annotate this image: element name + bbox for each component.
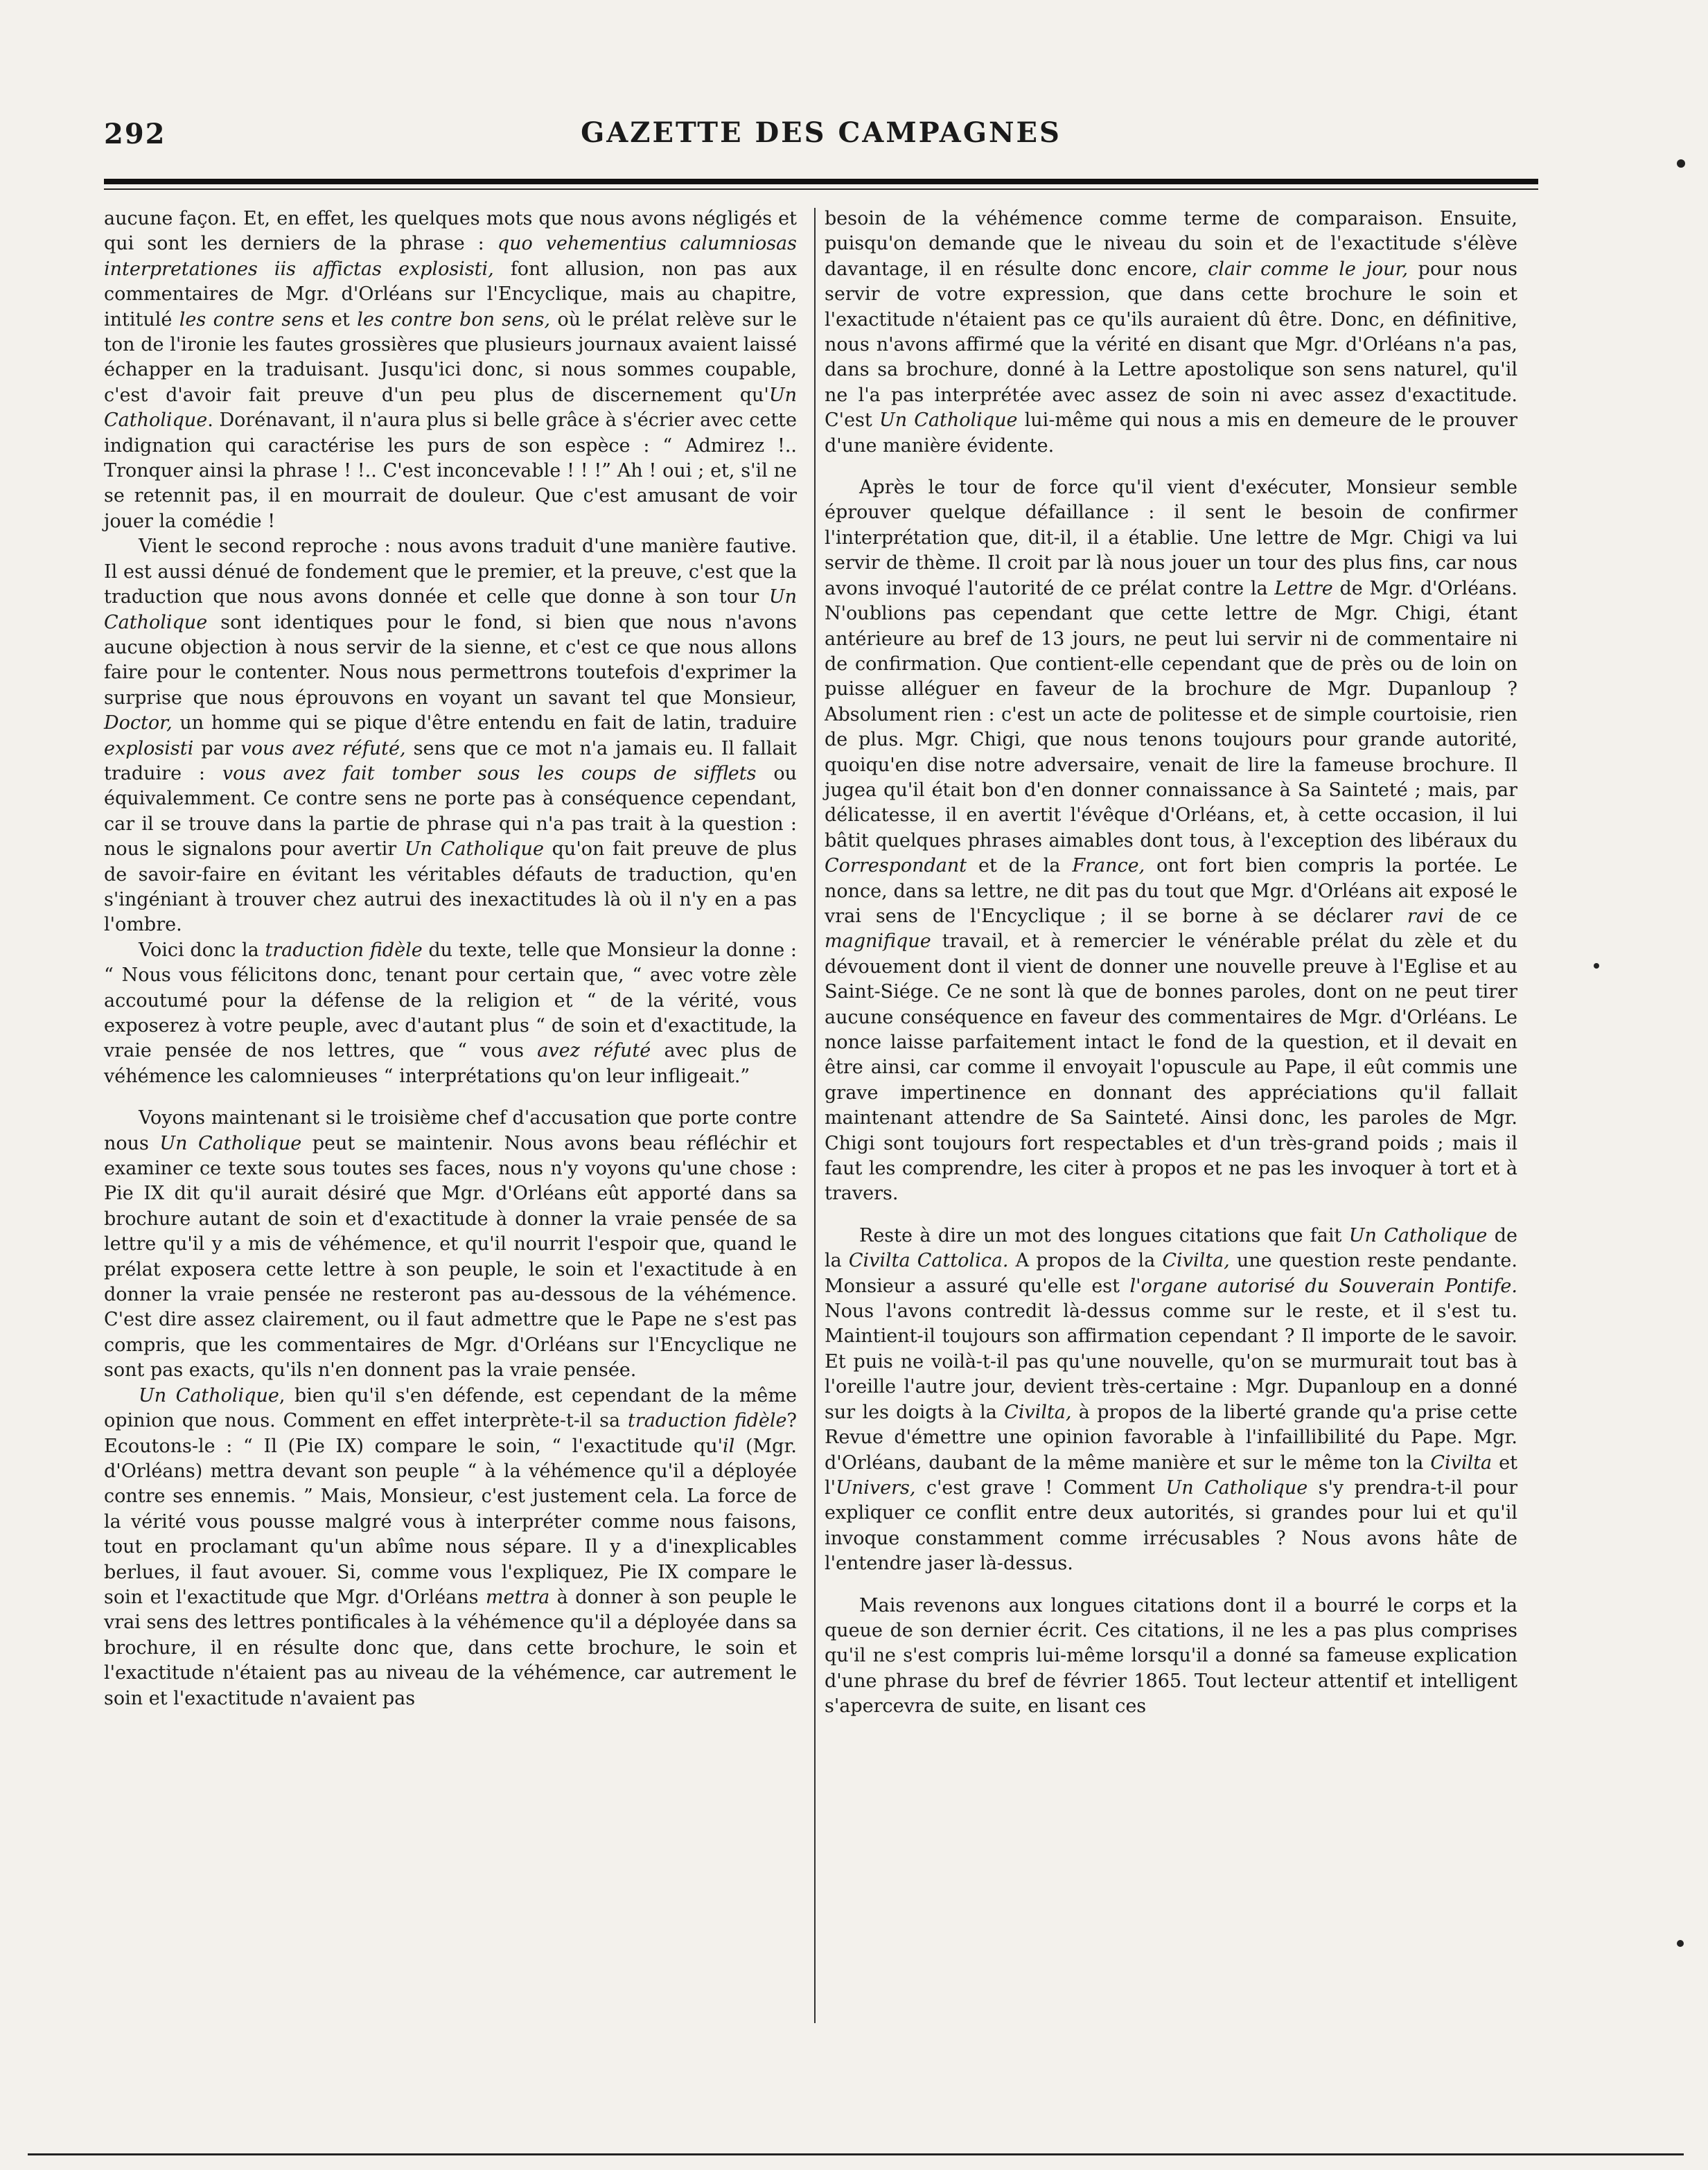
text-run: s'y prendra-t-il pour expliquer ce conflit entre deux autorités, si grandes pour lui et qu'il invoque constamment comme irrécusables ? Nous avons hâte de l'entendre jaser là-dessus. — [825, 1476, 1517, 1575]
italic-text: magnifique — [825, 930, 931, 953]
italic-text: Un Catholique — [1348, 1224, 1488, 1246]
text-run: avec plus de véhémence les calomnieuses “ interprétations qu'on leur infligeait.” — [104, 1040, 798, 1087]
text-run: A propos de la — [1008, 1250, 1163, 1272]
right-column — [825, 206, 1517, 1720]
italic-text: Un Catholique — [404, 838, 544, 861]
text-run: de Mgr. d'Orléans. N'oublions pas cependant que cette lettre de Mgr. Chigi, étant antérieure au bref de 13 jours, ne peut lui servir ni de commentaire ni de confirmation. Que contient-elle cependant que de près ou de loin on puisse alléguer en faveur de la brochure de Mgr. Dupanloup ? Absolument rien : c'est un acte de politesse et de simple courtoisie, rien de plus. Mgr. Chigi, que nous tenons toujours pour grande autorité, quoiqu'en dise notre adversaire, venait de lire la fameuse brochure. Il jugea qu'il était bon d'en donner connaissance à Sa Sainteté ; mais, par délicatesse, il en avertit l'évêque d'Orléans, et, à cette occasion, il lui bâtit quelques phrases aimables dont tous, à l'exception des libéraux du — [825, 577, 1517, 852]
italic-text: mettra — [485, 1586, 550, 1608]
text-run: , bien qu'il s'en défende, est cependant de la même opinion que nous. Comment en effet interprète-t-il sa — [104, 1384, 797, 1432]
text-run: ou équivalemment. Ce contre sens ne porte pas à conséquence cependant, car il se trouve dans la partie de phrase qui n'a pas trait à la question : nous le signalons pour avertir — [104, 762, 797, 861]
page-header — [104, 111, 1538, 166]
paragraph — [825, 206, 1517, 459]
ink-speck — [1677, 159, 1685, 168]
text-run: Après le tour de force qu'il vient d'exécuter, Monsieur semble éprouver quelque défaillance : il sent le besoin de confirmer l'interprétation que, dit-il, il a établie. Une lettre de Mgr. Chigi va lui servir de thème. Il croit par là nous jouer un tour des plus fins, car nous avons invoqué l'autorité de ce prélat contre la — [825, 477, 1517, 599]
italic-text: Univers, — [836, 1476, 916, 1499]
text-run: et l' — [825, 1452, 1517, 1499]
text-run: qu'on fait preuve de plus de savoir-faire en évitant les véritables défauts de traduction, qu'en s'ingéniant à trouver chez autrui des inexactitudes là où il n'y en a pas l'ombre. — [104, 838, 797, 936]
text-run: Nous l'avons contredit là-dessus comme sur le reste, et il s'est tu. Maintient-il toujours son affirmation cependant ? Il importe de le savoir. Et puis ne voilà-t-il pas qu'une nouvelle, qu'on se murmurait tout bas à l'oreille l'autre jour, devient très-certaine : Mgr. Dupanloup en a donné sur les doigts à la — [825, 1300, 1517, 1423]
text-run: travail, et à remercier le vénérable prélat du zèle et du dévouement dont il vient de donner une nouvelle preuve à l'Eglise et au Saint-Siége. Ce ne sont là que de bonnes paroles, dont on ne peut tirer aucune conséquence en faveur des commentaires de Mgr. d'Orléans. Le nonce laisse parfaitement intact le fond de la question, et il devait en être ainsi, car comme il envoyait l'opuscule au Pape, il eût commis une grave impertinence en donnant des appréciations qu'il fallait maintenant attendre de Sa Sainteté. Ainsi donc, les paroles de Mgr. Chigi sont toujours fort respectables et d'un très-grand poids ; mais il faut les comprendre, les citer à propos et ne pas les invoquer à tort et à travers. — [825, 930, 1517, 1205]
header-rule-thin — [104, 188, 1538, 190]
text-run: (Mgr. d'Orléans) mettra devant son peuple “ à la véhémence qu'il a déployée contre ses ennemis. ” Mais, Monsieur, c'est justement cela. La force de la vérité vous pousse malgré vous à interpréter comme nous faisons, tout en proclamant qu'un abîme nous sépare. Il y a d'inexplicables berlues, il faut avouer. Si, comme vous l'expliquez, Pie IX compare le soin et l'exactitude que Mgr. d'Orléans — [104, 1435, 797, 1608]
left-column — [104, 206, 797, 1711]
italic-text: traduction fidèle — [265, 939, 423, 961]
text-run: . Dorénavant, il n'aura plus si belle grâce à s'écrier avec cette indignation qui caractérise les purs de son espèce : “ Admirez !.. Tronquer ainsi la phrase ! !.. C'est inconcevable ! ! !” Ah ! oui ; et, s'il ne se retennit pas, il en mourrait de douleur. Que c'est amusant de voir jouer la comédie ! — [104, 409, 797, 532]
text-run: à propos de la liberté grande qu'a prise cette Revue d'émettre une opinion favorable à l'infaillibilité du Pape. Mgr. d'Orléans, daubant de la même manière et sur le même ton la — [825, 1401, 1518, 1474]
italic-text: vous avez réfuté, — [240, 737, 406, 759]
text-run: font allusion, non pas aux commentaires de Mgr. d'Orléans sur l'Encyclique, mais au chapitre, intitulé — [104, 258, 798, 330]
header-rule-thick — [104, 179, 1538, 184]
italic-text: Correspondant — [825, 855, 967, 877]
italic-text: explosisti — [104, 737, 194, 759]
paragraph — [104, 1106, 797, 1383]
ink-speck — [1594, 963, 1599, 969]
italic-text: Un Catholique — [104, 586, 797, 633]
text-run: sens que ce mot n'a jamais eu. Il fallait traduire : — [104, 737, 798, 784]
text-run: aucune façon. Et, en effet, les quelques mots que nous avons négligés et qui sont les derniers de la phrase : — [104, 208, 797, 255]
paragraph — [825, 475, 1517, 1207]
paragraph — [825, 1224, 1517, 1577]
text-run: Vient le second reproche : nous avons traduit d'une manière fautive. Il est aussi dénué de fondement que le premier, et la preuve, c'est que la traduction que nous avons donnée et celle que donne à son tour — [104, 536, 797, 608]
italic-text: Civilta — [1430, 1452, 1493, 1474]
italic-text: Un Catholique — [159, 1132, 302, 1154]
italic-text: Un Catholique — [139, 1384, 279, 1406]
text-run: de ce — [1443, 905, 1517, 927]
paragraph — [104, 938, 797, 1089]
italic-text: clair comme le jour, — [1208, 258, 1409, 280]
italic-text: il — [723, 1435, 735, 1457]
italic-text: traduction fidèle — [627, 1410, 787, 1432]
text-run: une question reste pendante. Monsieur a assuré qu'elle est — [825, 1250, 1517, 1297]
column-divider — [814, 208, 816, 2023]
italic-text: l'organe autorisé du Souverain Pontife. — [1129, 1275, 1517, 1297]
italic-text: quo vehementius calumniosas interpretationes iis affictas explosisti, — [104, 233, 798, 280]
paragraph — [825, 1594, 1517, 1720]
italic-text: vous avez fait tomber sous les coups de sifflets — [222, 762, 757, 784]
text-run: sont identiques pour le fond, si bien que nous n'avons aucune objection à nous servir de la sienne, et c'est ce que nous allons faire pour le contenter. Nous nous permettrons toutefois d'exprimer la surprise que nous éprouvons en voyant un savant tel que Monsieur, — [104, 611, 797, 709]
text-run: Voyons maintenant si le troisième chef d'accusation que porte contre nous — [104, 1107, 797, 1154]
text-run: Reste à dire un mot des longues citations que fait — [859, 1224, 1349, 1246]
paragraph — [104, 534, 797, 938]
text-run: ont fort bien compris la portée. Le nonce, dans sa lettre, ne dit pas du tout que Mgr. d'Orléans ait exposé le vrai sens de l'Encyclique ; il se borne à se déclarer — [825, 855, 1517, 927]
text-run: un homme qui se pique d'être entendu en fait de latin, traduire — [172, 712, 797, 734]
italic-text: Un Catholique — [1165, 1476, 1308, 1499]
italic-text: ravi — [1407, 905, 1444, 927]
italic-text: Civilta, — [1004, 1401, 1072, 1423]
italic-text: avez réfuté — [537, 1040, 651, 1062]
text-run: lui-même qui nous a mis en demeure de le prouver d'une manière évidente. — [825, 409, 1517, 457]
text-run: peut se maintenir. Nous avons beau réfléchir et examiner ce texte sous toutes ses faces, nous n'y voyons qu'une chose : Pie IX dit qu'il aurait désiré que Mgr. d'Orléans eût apporté dans sa brochure autant de soin et d'exactitude à donner la vraie pensée de sa lettre qu'il y a mis de véhémence, et qu'il nourrit l'espoir que, quand le prélat exposera cette lettre à son peuple, le soin et l'exactitude à en donner la vraie pensée ne resteront pas au-dessous de la véhémence. C'est dire assez clairement, ou il faut admettre que le Pape ne s'est pas compris, que les commentaires de Mgr. d'Orléans sur l'Encyclique ne sont pas exacts, qu'ils n'en donnent pas la vraie pensée. — [104, 1132, 798, 1382]
text-run: Mais revenons aux longues citations dont il a bourré le corps et la queue de son dernier écrit. Ces citations, il ne les a pas plus comprises qu'il ne s'est compris lui-même lorsqu'il a donné sa fameuse explication d'une phrase du bref de février 1865. Tout lecteur attentif et intelligent s'apercevra de suite, en lisant ces — [825, 1594, 1517, 1718]
italic-text: les contre sens — [179, 308, 324, 330]
text-run: besoin de la véhémence comme terme de comparaison. Ensuite, puisqu'on demande que le niveau du soin et de l'exactitude s'élève davantage, il en résulte donc encore, — [825, 208, 1517, 280]
italic-text: Civilta, — [1162, 1250, 1230, 1272]
text-run: où le prélat relève sur le ton de l'ironie les fautes grossières que plusieurs journaux avaient laissé échapper en la traduisant. Jusqu'ici donc, si nous sommes coupable, c'est d'avoir fait preuve d'un peu plus de discernement qu' — [104, 308, 797, 406]
text-run: de la — [825, 1224, 1517, 1272]
text-run: c'est grave ! Comment — [915, 1476, 1166, 1499]
italic-text: Lettre — [1274, 577, 1333, 599]
italic-text: Civilta Cattolica. — [848, 1250, 1009, 1272]
text-run: du texte, telle que Monsieur la donne : “ Nous vous félicitons donc, tenant pour certain que, “ avec votre zèle accoutumé pour la défense de la religion et “ de la vérité, vous exposerez à votre peuple, avec d'autant plus “ de soin et d'exactitude, la vraie pensée de nos lettres, que “ vous — [104, 939, 797, 1062]
running-title: GAZETTE DES CAMPAGNES — [581, 116, 1062, 149]
text-run: Voici donc la — [139, 939, 265, 961]
text-run: par — [193, 737, 241, 759]
ink-speck — [1677, 1940, 1684, 1947]
text-run: ? Ecoutons-le : “ Il (Pie IX) compare le soin, “ l'exactitude qu' — [104, 1410, 798, 1457]
italic-text: Doctor, — [104, 712, 173, 734]
text-run: pour nous servir de votre expression, que dans cette brochure le soin et l'exactitude n'étaient pas ce qu'ils auraient dû être. Donc, en définitive, nous n'avons affirmé que la vérité en disant que Mgr. d'Orléans n'a pas, dans sa brochure, donné à la Lettre apostolique son sens naturel, qu'il ne l'a pas interprétée avec assez de soin ni avec assez d'exactitude. C'est — [825, 258, 1517, 432]
bottom-rule — [28, 2153, 1684, 2155]
italic-text: les contre bon sens, — [357, 308, 551, 330]
text-run: à donner à son peuple le vrai sens des lettres pontificales à la véhémence qu'il a déployée dans sa brochure, il en résulte donc que, dans cette brochure, le soin et l'exactitude n'étaient pas au niveau de la véhémence, car autrement le soin et l'exactitude n'avaient pas — [104, 1586, 797, 1709]
italic-text: Un Catholique — [104, 384, 797, 432]
page-number: 292 — [104, 118, 166, 150]
text-run: et de la — [967, 855, 1073, 877]
paragraph — [104, 1384, 797, 1711]
italic-text: France, — [1072, 855, 1145, 877]
italic-text: Un Catholique — [879, 409, 1018, 432]
paragraph — [104, 206, 797, 534]
text-run: et — [324, 308, 358, 330]
